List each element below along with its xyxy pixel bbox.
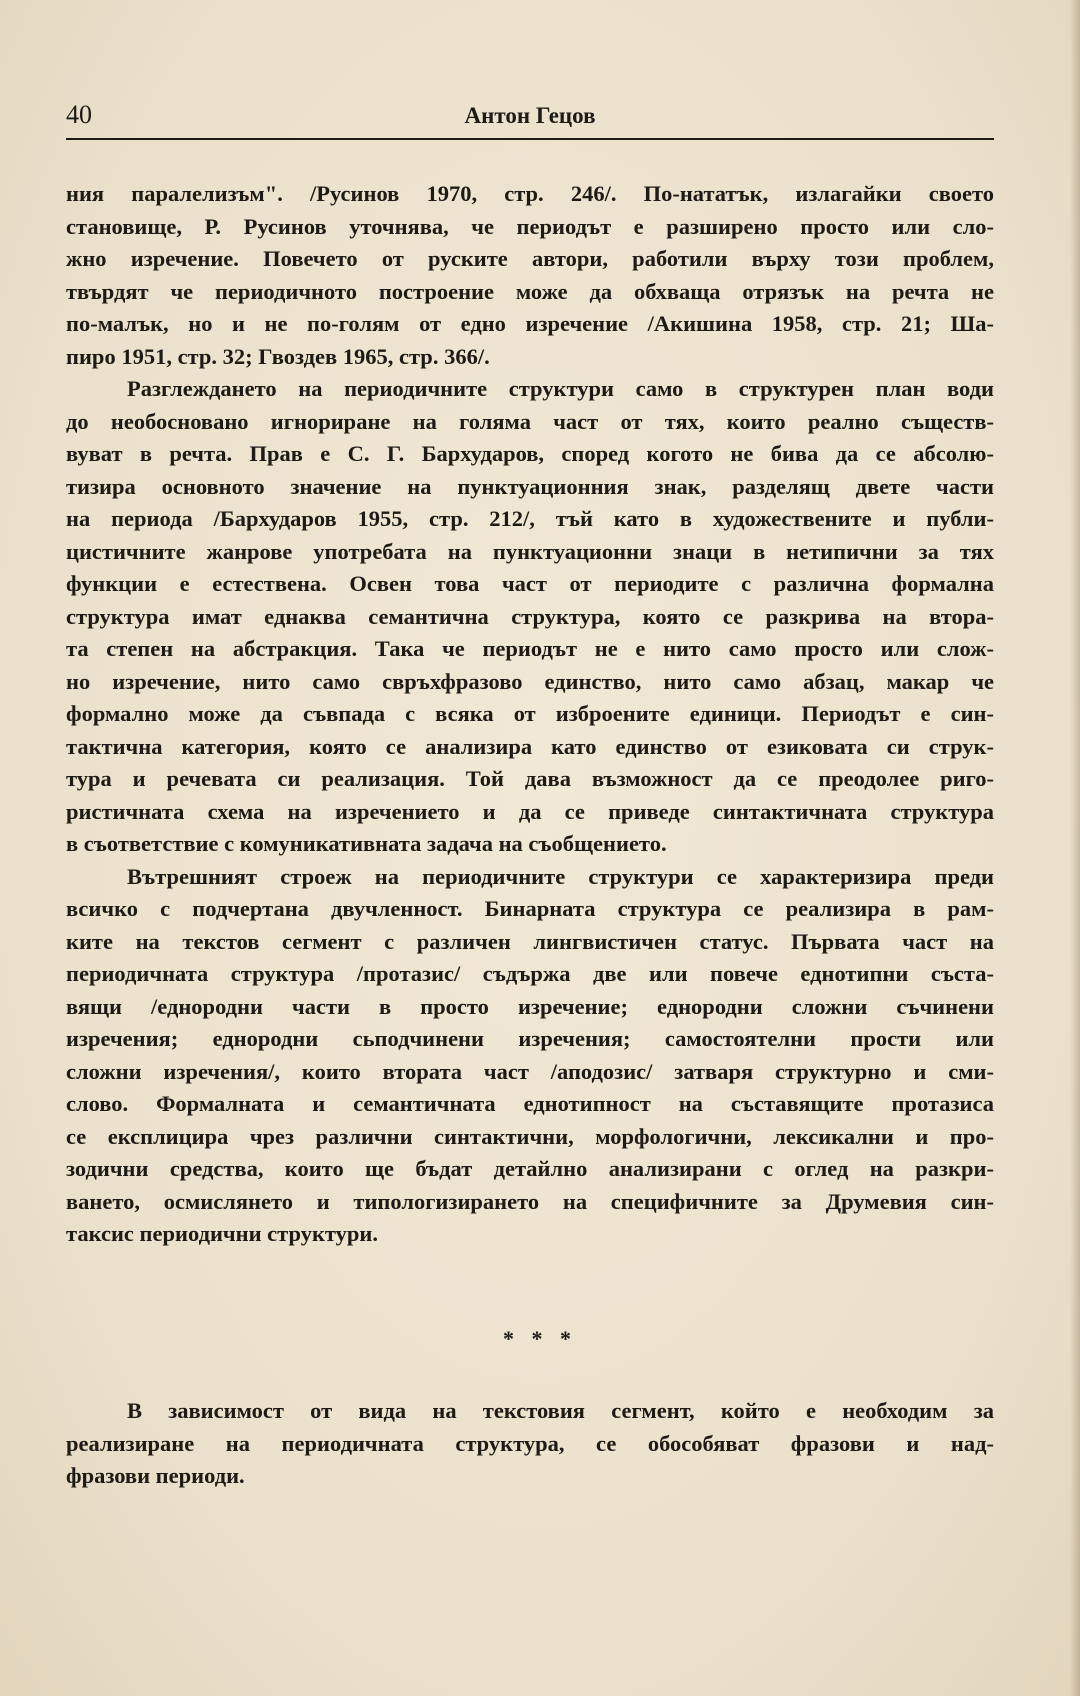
text-line: вящи /еднородни части в просто изречение; еднородни сложни съчинени <box>66 993 994 1019</box>
text-line: структура имат еднаква семантична структура, която се разкрива на втора- <box>66 603 994 629</box>
text-line: цистичните жанрове употребата на пунктуационни знаци в нетипични за тях <box>66 538 994 564</box>
text-line: всичко с подчертана двучленност. Бинарната структура се реализира в рам- <box>66 896 994 921</box>
text-line: та степен на абстракция. Така че периодът не е нито само просто или слож- <box>66 636 994 661</box>
text-line: жно изречение. Повечето от руските автори, работили върху този проблем, <box>66 246 994 271</box>
text-line: ването, осмислянето и типологизирането на специфичните за Друмевия син- <box>66 1188 994 1214</box>
text-line: ристичната схема на изречението и да се приведе синтактичната структура <box>66 798 994 824</box>
text-line: функции е естествена. Освен това част от периодите с различна формална <box>66 571 994 596</box>
text-line: тактична категория, която се анализира като единство от езиковата си струк- <box>66 733 994 759</box>
section-separator: * * * <box>503 1326 577 1351</box>
text-line: ния паралелизъм". /Русинов 1970, стр. 246/. По-нататък, излагайки своето <box>66 181 994 206</box>
text-line: по-малък, но и не по-голям от едно изречение /Акишина 1958, стр. 21; Ша- <box>66 311 994 336</box>
page-edge-shadow <box>1070 0 1080 1696</box>
text-line: на периода /Бархударов 1955, стр. 212/, тъй като в художествените и публи- <box>66 506 994 531</box>
text-line: но изречение, нито само свръхфразово единство, нито само абзац, макар че <box>66 668 994 694</box>
closing-paragraph <box>66 1395 994 1493</box>
text-line: сложни изречения/, които втората част /аподозис/ затваря структурно и сми- <box>66 1058 994 1084</box>
text-line: в съответствие с комуникативната задача на съобщението. <box>66 831 667 856</box>
page-number: 40 <box>66 100 92 129</box>
text-line: се експлицира чрез различни синтактични, морфологични, лексикални и про- <box>66 1123 994 1149</box>
text-line: формално може да съвпада с всяка от изброените единици. Периодът е син- <box>66 701 994 726</box>
text-line: твърдят че периодичното построение може да обхваща отрязък на речта не <box>66 278 994 304</box>
text-line: тизира основното значение на пунктуационния знак, разделящ двете части <box>66 473 994 499</box>
text-line: изречения; еднородни сьподчинени изречения; самостоятелни прости или <box>66 1026 994 1051</box>
text-line: пиро 1951, стр. 32; Гвоздев 1965, стр. 366/. <box>66 343 490 369</box>
text-line: Разглеждането на периодичните структури само в структурен план води <box>127 376 994 401</box>
text-line: периодичната структура /протазис/ съдържа две или повече еднотипни съста- <box>66 961 994 986</box>
text-line: ките на текстов сегмент с различен лингвистичен статус. Първата част на <box>66 928 994 954</box>
text-line: вуват в речта. Прав е С. Г. Бархударов, според когото не бива да се абсолю- <box>66 441 994 466</box>
text-line: таксис периодични структури. <box>66 1221 379 1246</box>
text-line: становище, Р. Русинов уточнява, че периодът е разширено просто или сло- <box>66 213 994 239</box>
text-line: В зависимост от вида на текстовия сегмент, който е необходим за <box>127 1398 994 1423</box>
body-text <box>66 178 994 1251</box>
text-line: до необосновано игнориране на голяма част от тях, които реално съществ- <box>66 408 994 434</box>
text-line: реализиране на периодичната структура, се обособяват фразови и над- <box>66 1430 994 1456</box>
page-header <box>66 96 994 140</box>
text-line: слово. Формалната и семантичната еднотипност на съставящите протазиса <box>66 1091 994 1116</box>
text-line: тура и речевата си реализация. Той дава възможност да се преодолее риго- <box>66 766 994 791</box>
text-line: зодични средства, които ще бъдат детайлно анализирани с оглед на разкри- <box>66 1156 994 1181</box>
running-head-author: Антон Гецов <box>464 103 596 128</box>
text-line: Вътрешният строеж на периодичните структури се характеризира преди <box>127 863 994 889</box>
text-line: фразови периоди. <box>66 1463 245 1488</box>
